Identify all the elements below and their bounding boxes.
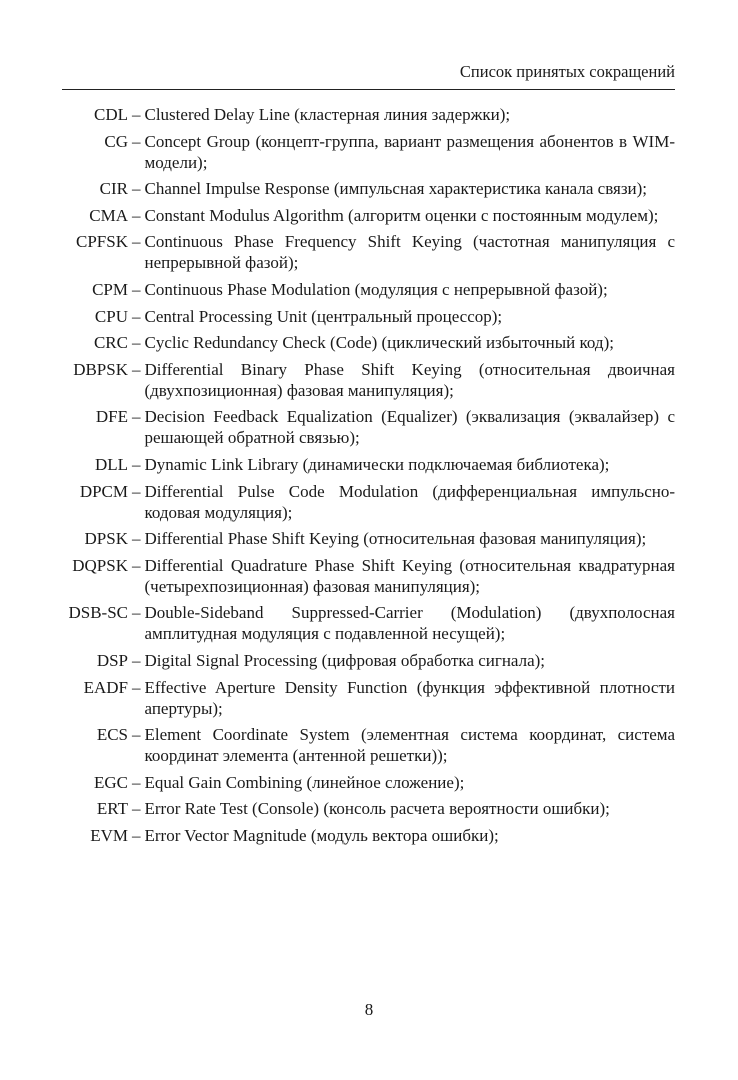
abbreviation: EVM xyxy=(90,825,128,845)
list-item xyxy=(0,724,675,766)
definition: Central Processing Unit (центральный процессор); xyxy=(144,306,503,326)
definition: Digital Signal Processing (цифровая обработка сигнала); xyxy=(144,650,546,670)
abbreviation: CMA xyxy=(89,205,128,225)
list-item xyxy=(0,798,675,819)
list-item xyxy=(0,825,675,846)
list-item xyxy=(0,481,675,523)
dash-separator: – xyxy=(132,799,141,819)
definition: Decision Feedback Equalization (Equalizer) (эквализация (эквалайзер) с решающей обратной связью); xyxy=(144,407,675,448)
abbreviation: DSB-SC xyxy=(68,603,128,623)
definition: Continuous Phase Frequency Shift Keying (частотная манипуляция с непрерывной фазой); xyxy=(144,232,675,273)
definition: Error Vector Magnitude (модуль вектора ошибки); xyxy=(144,825,499,845)
abbreviation: EADF xyxy=(83,677,128,697)
definition: Effective Aperture Density Function (функция эффективной плотности апертуры); xyxy=(144,677,675,718)
abbreviation: CPU xyxy=(94,306,128,326)
abbreviation: DBPSK xyxy=(73,359,128,379)
abbreviation: CIR xyxy=(99,179,128,199)
dash-separator: – xyxy=(132,131,141,151)
dash-separator: – xyxy=(132,555,141,575)
dash-separator: – xyxy=(132,333,141,353)
definition: Differential Quadrature Phase Shift Keying (относительная квадратурная (четырехпозиционная) фазовая манипуляция); xyxy=(144,555,675,596)
dash-separator: – xyxy=(132,179,141,199)
running-header: Список принятых сокращений xyxy=(459,62,675,81)
dash-separator: – xyxy=(132,454,141,474)
definition: Cyclic Redundancy Check (Code) (циклический избыточный код); xyxy=(144,333,614,353)
list-item xyxy=(0,131,675,173)
list-item xyxy=(0,528,675,549)
list-item xyxy=(0,231,675,273)
dash-separator: – xyxy=(132,529,141,549)
definition: Double-Sideband Suppressed-Carrier (Modulation) (двухполосная амплитудная модуляция с подавленной несущей); xyxy=(144,603,675,644)
list-item xyxy=(0,772,675,793)
definition: Concept Group (концепт-группа, вариант размещения абонентов в WIM-модели); xyxy=(144,131,675,172)
list-item xyxy=(0,104,675,125)
dash-separator: – xyxy=(132,825,141,845)
dash-separator: – xyxy=(132,105,141,124)
abbreviation: DLL xyxy=(94,454,128,474)
abbreviation: CRC xyxy=(93,333,128,353)
list-item xyxy=(0,279,675,300)
dash-separator: – xyxy=(132,603,141,623)
abbreviation: CDL xyxy=(94,105,128,124)
abbreviation: DSP xyxy=(96,650,128,670)
abbreviation: DQPSK xyxy=(72,555,128,575)
definition: Channel Impulse Response (импульсная характеристика канала связи); xyxy=(144,179,648,199)
dash-separator: – xyxy=(132,306,141,326)
abbreviation: EGC xyxy=(94,772,128,792)
list-item xyxy=(0,306,675,327)
definition: Differential Pulse Code Modulation (дифференциальная импульсно-кодовая модуляция); xyxy=(144,481,675,522)
abbreviation: ERT xyxy=(96,799,128,819)
definition: Element Coordinate System (элементная система координат, система координат элемента (антенной решетки)); xyxy=(144,725,675,766)
list-item xyxy=(0,205,675,226)
list-item xyxy=(0,602,675,644)
definition: Constant Modulus Algorithm (алгоритм оценки с постоянным модулем); xyxy=(144,205,659,225)
abbreviation: DFE xyxy=(95,407,128,427)
dash-separator: – xyxy=(132,481,141,501)
list-item xyxy=(0,650,675,671)
definition: Dynamic Link Library (динамически подключаемая библиотека); xyxy=(144,454,610,474)
dash-separator: – xyxy=(132,232,141,252)
dash-separator: – xyxy=(132,725,141,745)
list-item xyxy=(0,555,675,597)
list-item xyxy=(0,359,675,401)
list-item xyxy=(0,454,675,475)
abbreviation: CPM xyxy=(92,279,128,299)
abbreviation: ECS xyxy=(96,725,128,745)
definition: Clustered Delay Line (кластерная линия задержки); xyxy=(144,105,511,124)
definition: Differential Binary Phase Shift Keying (относительная двоичная (двухпозиционная) фазовая манипуляция); xyxy=(144,359,675,400)
definition: Differential Phase Shift Keying (относительная фазовая манипуляция); xyxy=(144,529,647,549)
abbreviation: CG xyxy=(104,131,128,151)
abbreviation: DPSK xyxy=(84,529,128,549)
list-item xyxy=(0,332,675,353)
header-rule xyxy=(62,89,675,90)
dash-separator: – xyxy=(132,772,141,792)
dash-separator: – xyxy=(132,205,141,225)
list-item xyxy=(0,406,675,448)
dash-separator: – xyxy=(132,650,141,670)
abbreviation-list xyxy=(0,104,675,851)
dash-separator: – xyxy=(132,359,141,379)
abbreviation: CPFSK xyxy=(76,232,128,252)
abbreviation: DPCM xyxy=(79,481,128,501)
definition: Equal Gain Combining (линейное сложение); xyxy=(144,772,465,792)
page-number: 8 xyxy=(364,1000,374,1019)
dash-separator: – xyxy=(132,279,141,299)
definition: Continuous Phase Modulation (модуляция с непрерывной фазой); xyxy=(144,279,608,299)
dash-separator: – xyxy=(132,407,141,427)
list-item xyxy=(0,677,675,719)
definition: Error Rate Test (Console) (консоль расчета вероятности ошибки); xyxy=(144,799,610,819)
dash-separator: – xyxy=(132,677,141,697)
list-item xyxy=(0,178,675,199)
